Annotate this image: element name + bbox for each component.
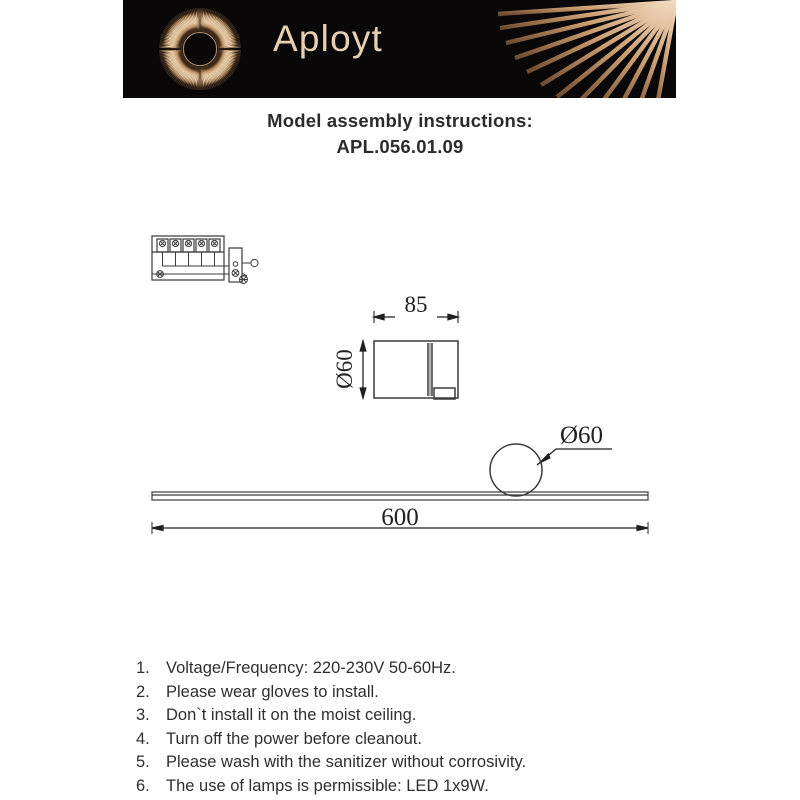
header-banner — [123, 0, 676, 98]
sunburst-logo-icon — [159, 8, 241, 90]
list-item-number: 4. — [136, 729, 150, 748]
fixture-circle — [490, 444, 542, 496]
title-line-2: APL.056.01.09 — [336, 136, 464, 157]
list-item-text: Voltage/Frequency: 220-230V 50-60Hz. — [166, 659, 456, 677]
list-item — [136, 775, 756, 799]
dimension-600-label: 600 — [381, 504, 419, 531]
list-item-number: 6. — [136, 776, 150, 795]
instructions-list — [136, 657, 756, 798]
dimension-diameter-60-front-label: Ø60 — [560, 422, 604, 449]
list-item-text: Please wash with the sanitizer without corrosivity. — [166, 753, 527, 771]
list-item-text: The use of lamps is permissible: LED 1x9W. — [166, 776, 489, 795]
front-view-diagram — [152, 422, 648, 534]
title-line-1: Model assembly instructions: — [267, 110, 533, 131]
side-view-diagram — [332, 292, 458, 399]
dimension-diameter-60-side-label: Ø60 — [332, 349, 357, 389]
list-item — [136, 751, 756, 775]
list-item-text: Please wear gloves to install. — [166, 682, 379, 701]
list-item — [136, 657, 756, 681]
list-item-number: 5. — [136, 753, 150, 771]
banner-graphics — [123, 0, 676, 98]
list-item — [136, 728, 756, 752]
list-item-text: Turn off the power before cleanout. — [166, 729, 422, 748]
list-item-number: 2. — [136, 682, 150, 701]
page-title — [0, 108, 800, 160]
dimension-85-label: 85 — [404, 292, 428, 317]
list-item-text: Don`t install it on the moist ceiling. — [166, 706, 417, 724]
list-item — [136, 704, 756, 728]
list-item-number: 3. — [136, 706, 150, 724]
terminal-block-wiring-diagram — [152, 236, 258, 284]
brand-wordmark: Aployt — [273, 18, 384, 59]
list-item-number: 1. — [136, 659, 150, 677]
list-item — [136, 681, 756, 705]
